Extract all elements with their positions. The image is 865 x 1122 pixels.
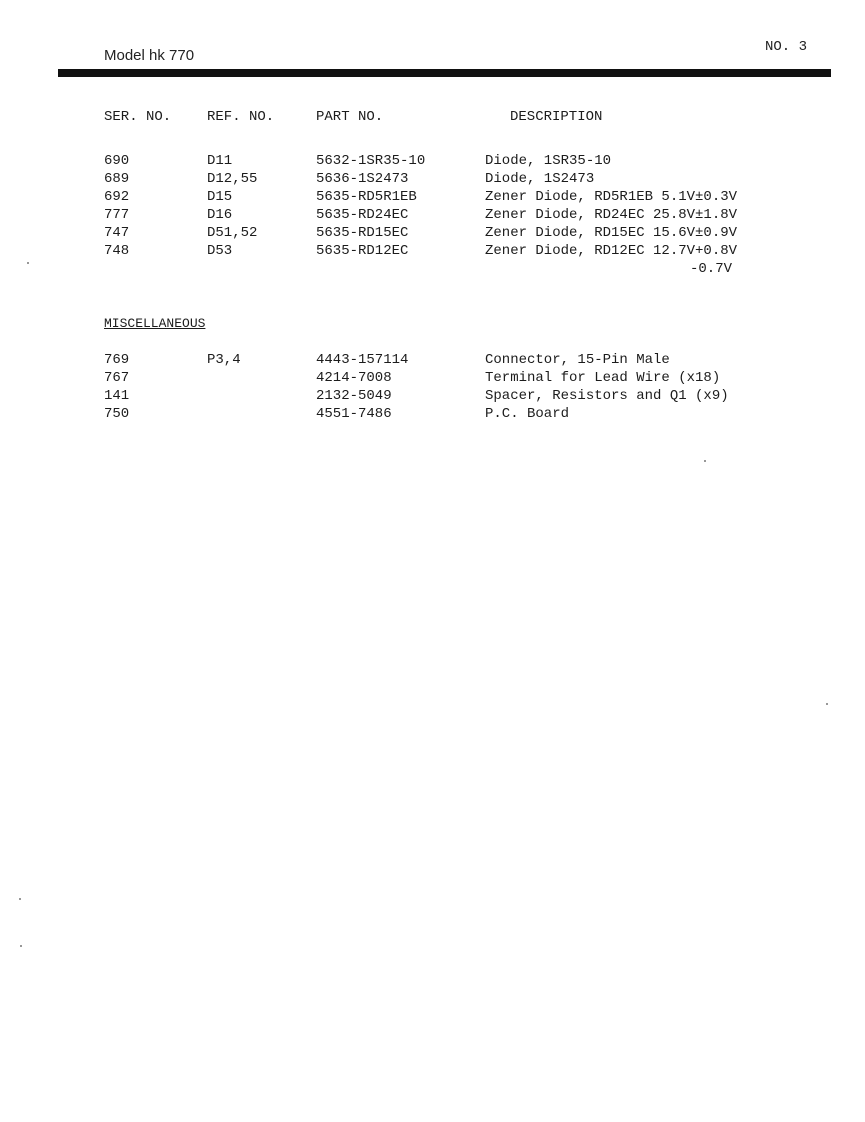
table-row: [0, 351, 865, 369]
part-no: 4551-7486: [316, 406, 392, 422]
table-row: [0, 152, 865, 170]
table-row: [0, 170, 865, 188]
table-row: [0, 405, 865, 423]
description: Zener Diode, RD12EC 12.7V+0.8V: [485, 243, 738, 259]
column-header-ref-no: REF. NO.: [207, 109, 275, 125]
description: Zener Diode, RD24EC 25.8V±1.8V: [485, 207, 738, 223]
description: P.C. Board: [485, 406, 570, 422]
table-row-continuation: [0, 260, 865, 278]
page-title: Model hk 770: [104, 47, 195, 64]
table-row: [0, 242, 865, 260]
part-no: 5635-RD5R1EB: [316, 189, 417, 205]
table-row: [0, 369, 865, 387]
ser-no: 747: [104, 225, 130, 241]
column-header-description: DESCRIPTION: [510, 109, 603, 125]
ser-no: 769: [104, 352, 130, 368]
ref-no: D15: [207, 189, 233, 205]
table-row: [0, 224, 865, 242]
ref-no: P3,4: [207, 352, 241, 368]
page-number: NO. 3: [765, 39, 808, 55]
description: Diode, 1SR35-10: [485, 153, 612, 169]
part-no: 2132-5049: [316, 388, 392, 404]
column-headers: [0, 108, 865, 126]
part-no: 5636-1S2473: [316, 171, 409, 187]
description: Zener Diode, RD5R1EB 5.1V±0.3V: [485, 189, 738, 205]
scan-speck: [19, 898, 21, 900]
ser-no: 748: [104, 243, 130, 259]
table-row: [0, 206, 865, 224]
column-header-ser-no: SER. NO.: [104, 109, 172, 125]
ref-no: D16: [207, 207, 233, 223]
description: Connector, 15-Pin Male: [485, 352, 670, 368]
ref-no: D53: [207, 243, 233, 259]
table-row: [0, 188, 865, 206]
ser-no: 777: [104, 207, 130, 223]
description: Terminal for Lead Wire (x18): [485, 370, 721, 386]
ser-no: 692: [104, 189, 130, 205]
column-header-part-no: PART NO.: [316, 109, 384, 125]
section-title-miscellaneous: MISCELLANEOUS: [104, 316, 206, 331]
table-row: [0, 387, 865, 405]
ser-no: 750: [104, 406, 130, 422]
part-no: 5632-1SR35-10: [316, 153, 426, 169]
ref-no: D11: [207, 153, 233, 169]
part-no: 5635-RD12EC: [316, 243, 409, 259]
description: Zener Diode, RD15EC 15.6V±0.9V: [485, 225, 738, 241]
scan-speck: [20, 945, 22, 947]
description: Spacer, Resistors and Q1 (x9): [485, 388, 729, 404]
ref-no: D12,55: [207, 171, 258, 187]
part-no: 4214-7008: [316, 370, 392, 386]
scan-speck: [704, 460, 706, 462]
part-no: 5635-RD15EC: [316, 225, 409, 241]
part-no: 5635-RD24EC: [316, 207, 409, 223]
header-rule: [58, 69, 831, 77]
ref-no: D51,52: [207, 225, 258, 241]
part-no: 4443-157114: [316, 352, 409, 368]
ser-no: 767: [104, 370, 130, 386]
ser-no: 689: [104, 171, 130, 187]
description: Diode, 1S2473: [485, 171, 595, 187]
scan-speck: [826, 703, 828, 705]
ser-no: 690: [104, 153, 130, 169]
scan-speck: [27, 262, 29, 264]
ser-no: 141: [104, 388, 130, 404]
description-continuation: -0.7V: [690, 261, 733, 277]
